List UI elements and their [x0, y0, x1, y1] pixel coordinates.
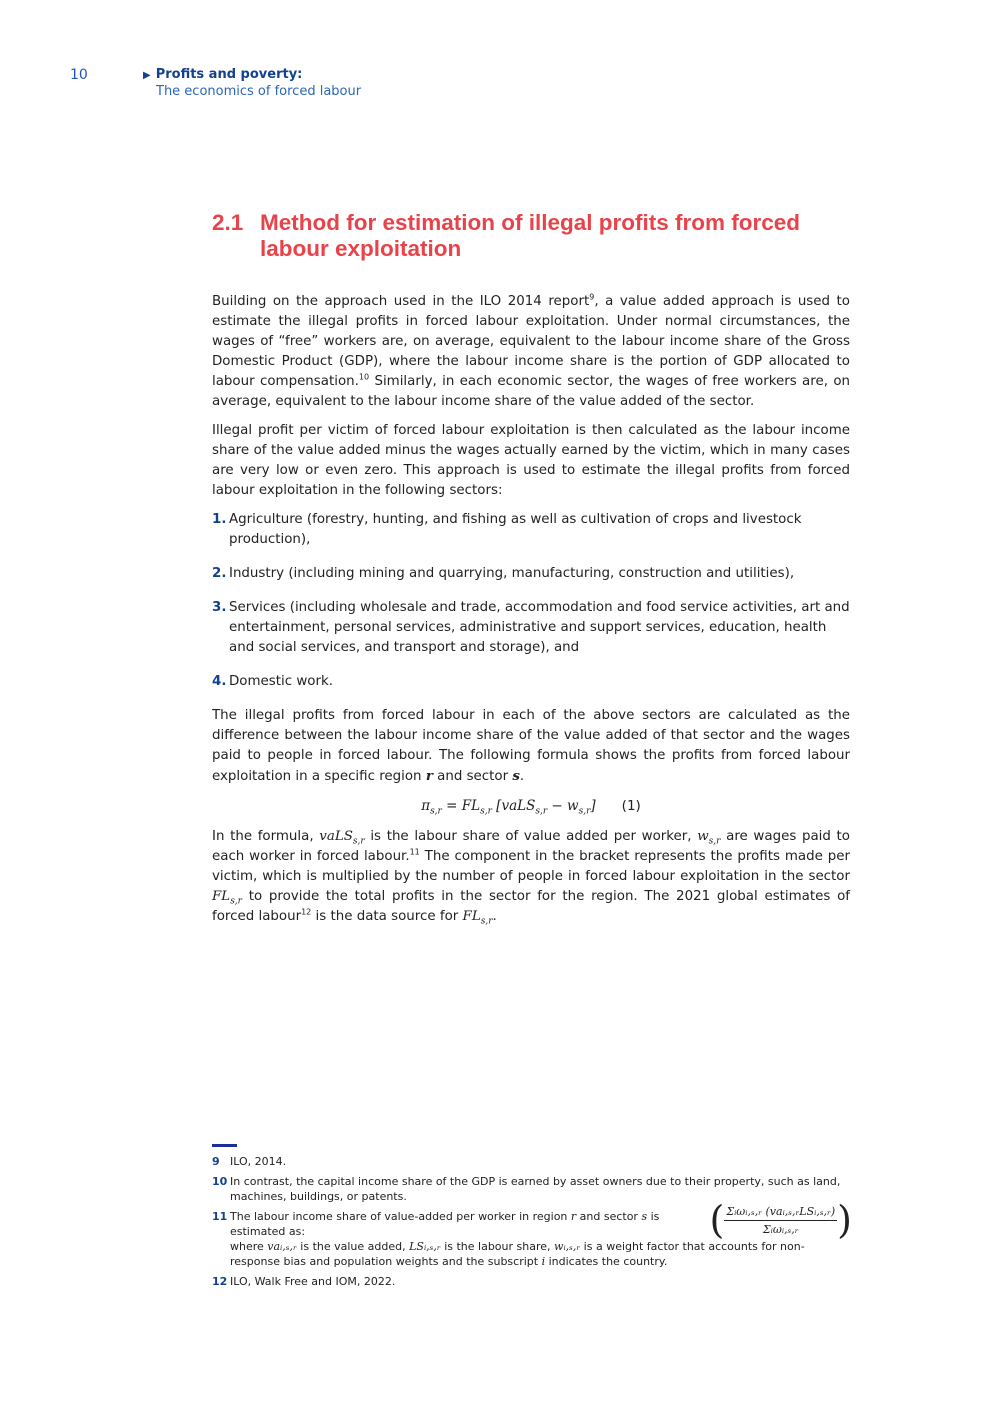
list-text: Domestic work. [229, 674, 334, 689]
footnote-number: 9 [212, 1155, 220, 1168]
text: . [492, 909, 497, 924]
footnote-text: In contrast, the capital income share of the GDP is earned by asset owners due to their property, such as land, machines, buildings, or patents. [230, 1175, 841, 1203]
text: Building on the approach used in the ILO 2014 report [212, 294, 590, 309]
footnote [212, 1274, 852, 1289]
section-title-line-1: Method for estimation of illegal profits from forced [260, 210, 801, 235]
paragraph [212, 827, 850, 927]
math-var: wᵢ,ₛ,ᵣ [554, 1240, 581, 1253]
sector-list [212, 510, 850, 692]
section-number: 2.1 [212, 210, 244, 235]
math-var: ] [590, 798, 596, 814]
math-var: s [641, 1210, 648, 1223]
math-sub: s,r [708, 836, 721, 847]
right-paren: ) [837, 1198, 852, 1242]
text: indicates the country. [545, 1255, 668, 1268]
list-item [212, 510, 850, 550]
list-number: 1. [212, 512, 227, 527]
text: . [519, 769, 525, 784]
footnote-number: 12 [212, 1275, 228, 1288]
text: where [230, 1240, 268, 1253]
list-item [212, 598, 850, 658]
footnotes [212, 1154, 852, 1294]
paragraph [212, 292, 850, 412]
math-var: r [425, 768, 433, 784]
section-heading [212, 210, 862, 262]
footnote-number: 11 [212, 1210, 228, 1223]
text: , a value added approach is used to estimate the illegal profits in forced labour exploitation. Under normal circumstances, the wages of “free” workers are, on average, equivalent to the labour income share of the Gross Domestic Product (GDP), where the labour income share is the portion of GDP allocated to labour compensation. [212, 294, 850, 389]
math-var: π [421, 798, 431, 814]
text: and sector [432, 769, 513, 784]
equation-number: (1) [621, 798, 641, 814]
footnote-ref[interactable]: 12 [301, 907, 312, 917]
math-var: = FL [441, 798, 481, 814]
math-var: r [570, 1210, 577, 1223]
list-text: Agriculture (forestry, hunting, and fishing as well as cultivation of crops and livestock production), [229, 512, 802, 547]
math-var: FL [462, 909, 481, 924]
page-number: 10 [70, 67, 88, 83]
text: is the value added, [296, 1240, 410, 1253]
equation [212, 796, 850, 816]
math-var: − w [547, 798, 579, 814]
math-var: vaᵢ,ₛ,ᵣ [267, 1240, 297, 1253]
footnote-divider [212, 1144, 237, 1147]
math-var: FL [212, 889, 231, 904]
footnote-text: ILO, Walk Free and IOM, 2022. [230, 1275, 396, 1288]
text: The component in the bracket represents the profits made per victim, which is multiplied by the number of people in forced labour exploitation in the sector [212, 849, 850, 884]
text: In the formula, [212, 829, 320, 844]
math-sub: s,r [578, 806, 591, 817]
list-number: 3. [212, 600, 227, 615]
triangle-icon: ▶ [143, 70, 151, 81]
math-sub: s,r [430, 806, 442, 817]
text: is the labour share of value added per worker, [364, 829, 698, 844]
math-sub: s,r [230, 896, 242, 907]
fraction [724, 1204, 837, 1237]
text: is the data source for [311, 909, 463, 924]
paragraph: Illegal profit per victim of forced labour exploitation is then calculated as the labour income share of the value added minus the wages actually earned by the victim, which in many cases are very low or even zero. This approach is used to estimate the illegal profits from forced labour exploitation in the following sectors: [212, 423, 850, 498]
running-header-title: Profits and poverty: [155, 67, 303, 82]
footnote-text: ILO, 2014. [230, 1155, 287, 1168]
denominator: Σᵢωᵢ,ₛ,ᵣ [762, 1222, 799, 1236]
footnote-number: 10 [212, 1175, 228, 1188]
running-header [143, 67, 361, 100]
list-item [212, 564, 850, 584]
footnote-ref[interactable]: 9 [589, 292, 595, 302]
running-header-subtitle: The economics of forced labour [156, 84, 362, 99]
math-var: LSᵢ,ₛ,ᵣ [409, 1240, 441, 1253]
math-var: i [541, 1255, 546, 1268]
text: are wages paid to each worker in forced labour. [212, 829, 850, 864]
footnote [212, 1174, 852, 1204]
formula-fraction [709, 1198, 852, 1242]
section-title-line-2: labour exploitation [260, 236, 462, 261]
list-number: 4. [212, 674, 227, 689]
numerator: Σᵢωᵢ,ₛ,ᵣ (vaᵢ,ₛ,ᵣLSᵢ,ₛ,ᵣ) [724, 1204, 837, 1221]
text: Similarly, in each economic sector, the wages of free workers are, on average, equivalent to the labour income share of the value added of the sector. [212, 374, 851, 409]
section-title [260, 210, 800, 262]
math-sub: s,r [535, 806, 548, 817]
list-number: 2. [212, 566, 227, 581]
footnote-text [230, 1198, 852, 1269]
text: is a weight factor that accounts for non-response bias and population weights and the subscript [230, 1240, 805, 1268]
text: and sector [576, 1210, 642, 1223]
math-var: s [512, 768, 520, 784]
text: to provide the total profits in the sector for the region. The 2021 global estimates of forced labour [212, 889, 850, 924]
text: is the labour share, [440, 1240, 555, 1253]
footnote [212, 1154, 852, 1169]
math-sub: s,r [352, 836, 365, 847]
list-text: Industry (including mining and quarrying, manufacturing, construction and utilities), [229, 566, 795, 581]
math-var: w [697, 829, 709, 844]
footnote [212, 1198, 852, 1269]
list-item [212, 672, 850, 692]
footnote-ref[interactable]: 10 [358, 372, 370, 382]
body-text [212, 292, 850, 936]
paragraph [212, 706, 850, 787]
math-sub: s,r [480, 806, 492, 817]
text: is estimated as: [230, 1210, 660, 1238]
left-paren: ( [709, 1198, 725, 1242]
math-var: vaLS [319, 829, 353, 844]
footnote-ref[interactable]: 11 [409, 847, 420, 857]
text: The labour income share of value-added per worker in region [230, 1210, 571, 1223]
math-sub: s,r [480, 916, 493, 927]
math-var: [vaLS [491, 798, 536, 814]
list-text: Services (including wholesale and trade, accommodation and food service activities, art and entertainment, personal services, administrative and support services, education, health and social services, and transport and storage), and [229, 600, 850, 655]
text: The illegal profits from forced labour in each of the above sectors are calculated as the difference between the labour income share of the value added of that sector and the wages paid to people in forced labour. The following formula shows the profits from forced labour exploitation in a specific region [212, 708, 850, 784]
